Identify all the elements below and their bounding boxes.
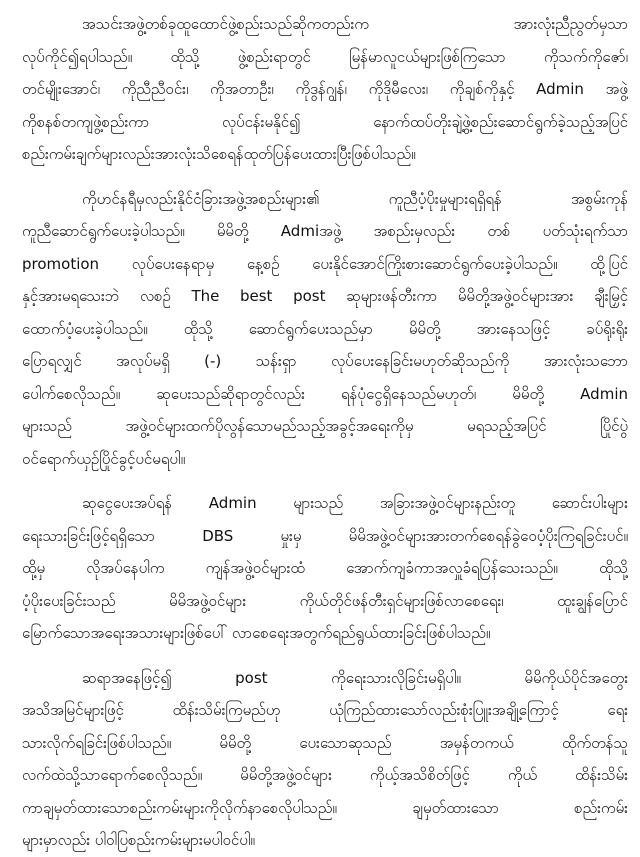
paragraph-closing: [22, 662, 628, 857]
text-line: နှင့်အားမရသေးဘဲ လစဉ် The best post ဆုများဖန်တီးကာ မိမိတို့အဖွဲ့ဝင်များအား ချီးမြှင့်: [22, 287, 628, 305]
text-line: ဝင်ရောက်ယှဉ်ပြိုင်ခွင့်ပင်မရပါ။: [22, 449, 186, 468]
text-line: များမှာလည်း ပါဝါပြစည်းကမ်းများမပါဝင်ပါ။: [22, 831, 255, 849]
text-line: ဆရာအနေဖြင့်၍ post ကိုရေးသားလိုခြင်းမရှိပါ။ မိမိကိုယ်ပိုင်အတွေး: [82, 668, 628, 687]
text-line: ကိုဟင်နရီမှလည်းနိုင်ငံခြားအဖွဲ့အစည်းများ၏ ကူညီပံ့ပိုးမှုများရရှိရန် အစွမ်းကုန်: [82, 189, 628, 208]
paragraph-prize-funding: [22, 487, 628, 650]
paragraph-founding: [22, 8, 628, 171]
text-line: ကာချမှတ်ထားသောစည်းကမ်းများကိုလိုက်နာစေလိုပါသည်။ ချမှတ်ထားသော စည်းကမ်း: [22, 798, 628, 817]
text-line: တင်မျိုးအောင်၊ ကိုညီညီဝင်း၊ ကိုအတာဦး၊ ကိုဒွန်ဂျွန်၊ ကိုဒိုမီလေး၊ ကိုချစ်ကိုနှင့် Admin အဖွဲ့: [22, 80, 628, 98]
text-line: လုပ်ကိုင်၍ရပါသည်။ ထိုသို့ ဖွဲ့စည်းရာတွင် မြန်မာလူငယ်များဖြစ်ကြသော ကိုသက်ကိုဇော်၊: [22, 47, 628, 66]
text-line: ကိုစနစ်တကျဖွဲ့စည်းကာ လုပ်ငန်းမနိုင်၍ နောက်ထပ်တိုးချဲ့ဖွဲ့စည်းဆောင်ရွက်ခဲ့သည့်အပြင်: [22, 112, 628, 131]
text-line: ရေးသားခြင်းဖြင့်ရရှိသော DBS မှုးမှ မိမိအဖွဲ့ဝင်များအားတက်စေရန်ခွဲဝေပံ့ပိုးကြရခြင်းပင်။: [22, 526, 628, 545]
text-line: လက်ထဲသို့သာရောက်စေလိုသည်။ မိမိတို့အဖွဲ့ဝင်များ ကိုယ့်အသိစိတ်ဖြင့် ကိုယ် ထိန်းသိမ်း: [22, 766, 628, 784]
text-line: ဆုငွေပေးအပ်ရန် Admin များသည် အခြားအဖွဲ့ဝင်များနည်းတူ ဆောင်းပါးများ: [82, 494, 628, 512]
text-line: များသည် အဖွဲ့ဝင်များထက်ပိုလွန်သောမည်သည့်အခွင့်အရေးကိုမှ မရသည့်အပြင် ပြိုင်ပွဲ: [22, 417, 628, 435]
paragraph-support: [22, 183, 628, 476]
text-line: ထောက်ပံ့ပေးခဲ့ပါသည်။ ထိုသို့ ဆောင်ရွက်ပေးသည်မှာ မိမိတို့ အားနေသဖြင့် ခပ်ရိုးရိုး: [22, 319, 628, 338]
text-line: ပေါက်စေလိုသည်။ ဆုပေးသည်ဆိုရာတွင်လည်း ရန်ပုံငွေရှိနေသည်မဟုတ်၊ မိမိတို့ Admin: [22, 384, 628, 403]
text-line: ကူညီဆောင်ရွက်ပေးခဲ့ပါသည်။ မိမိတို့ Admiအဖွဲ့ အစည်းမှလည်း တစ် ပတ်သုံးရက်သာ: [22, 222, 628, 240]
text-line: ပြောရလျှင် အလုပ်မရှိ (-) သန်းရှာ လုပ်ပေးနေခြင်းမဟုတ်ဆိုသည်ကို အားလုံးသဘော: [22, 352, 628, 370]
text-line: မြောက်သောအရေးအသားများဖြစ်ပေါ် လာစေရေးအတွက်ရည်ရွယ်ထားခြင်းဖြစ်ပါသည်။: [22, 624, 491, 642]
text-line: အသိအမြင်များဖြင့် ထိန်းသိမ်းကြမည်ဟု ယုံကြည်ထားသော်လည်းစုံးပြူးအချို့ကြောင့် ရေး: [22, 701, 628, 719]
text-line: ပံ့ပိုးပေးခြင်းသည် မိမိအဖွဲ့ဝင်များ ကိုယ်တိုင်ဖန်တီးရှင်များဖြစ်လာစေရေး၊ ထူးချွန်ပြောင်: [22, 591, 628, 610]
text-line: သားလိုက်ရခြင်းဖြစ်ပါသည်။ မိမိတို့ ပေးသောဆုသည် အမှန်တကယ် ထိုက်တန်သူ: [22, 733, 628, 752]
text-line: ထို့မှ လိုအပ်နေပါက ကျန်အဖွဲ့ဝင်များထံ အောက်ကျခံကာအလှူခံရပြန်သေးသည်။ ထိုသို့: [22, 559, 628, 577]
text-line: အသင်းအဖွဲ့တစ်ခုထူထောင်ဖွဲ့စည်းသည်ဆိုကတည်းက အားလုံးညီညွတ်မှသာ: [82, 15, 628, 33]
text-line: promotion လုပ်ပေးနေရာမှ နေ့စဉ် ပေးနိုင်အောင်ကြိုးစားဆောင်ရွက်ပေးခဲ့ပါသည်။ ထို့ပြင်: [22, 254, 628, 273]
text-line: စည်းကမ်းချက်များလည်းအားလုံးသိစေရန်ထုတ်ပြန်ပေးထားပြီးဖြစ်ပါသည်။: [22, 145, 416, 163]
